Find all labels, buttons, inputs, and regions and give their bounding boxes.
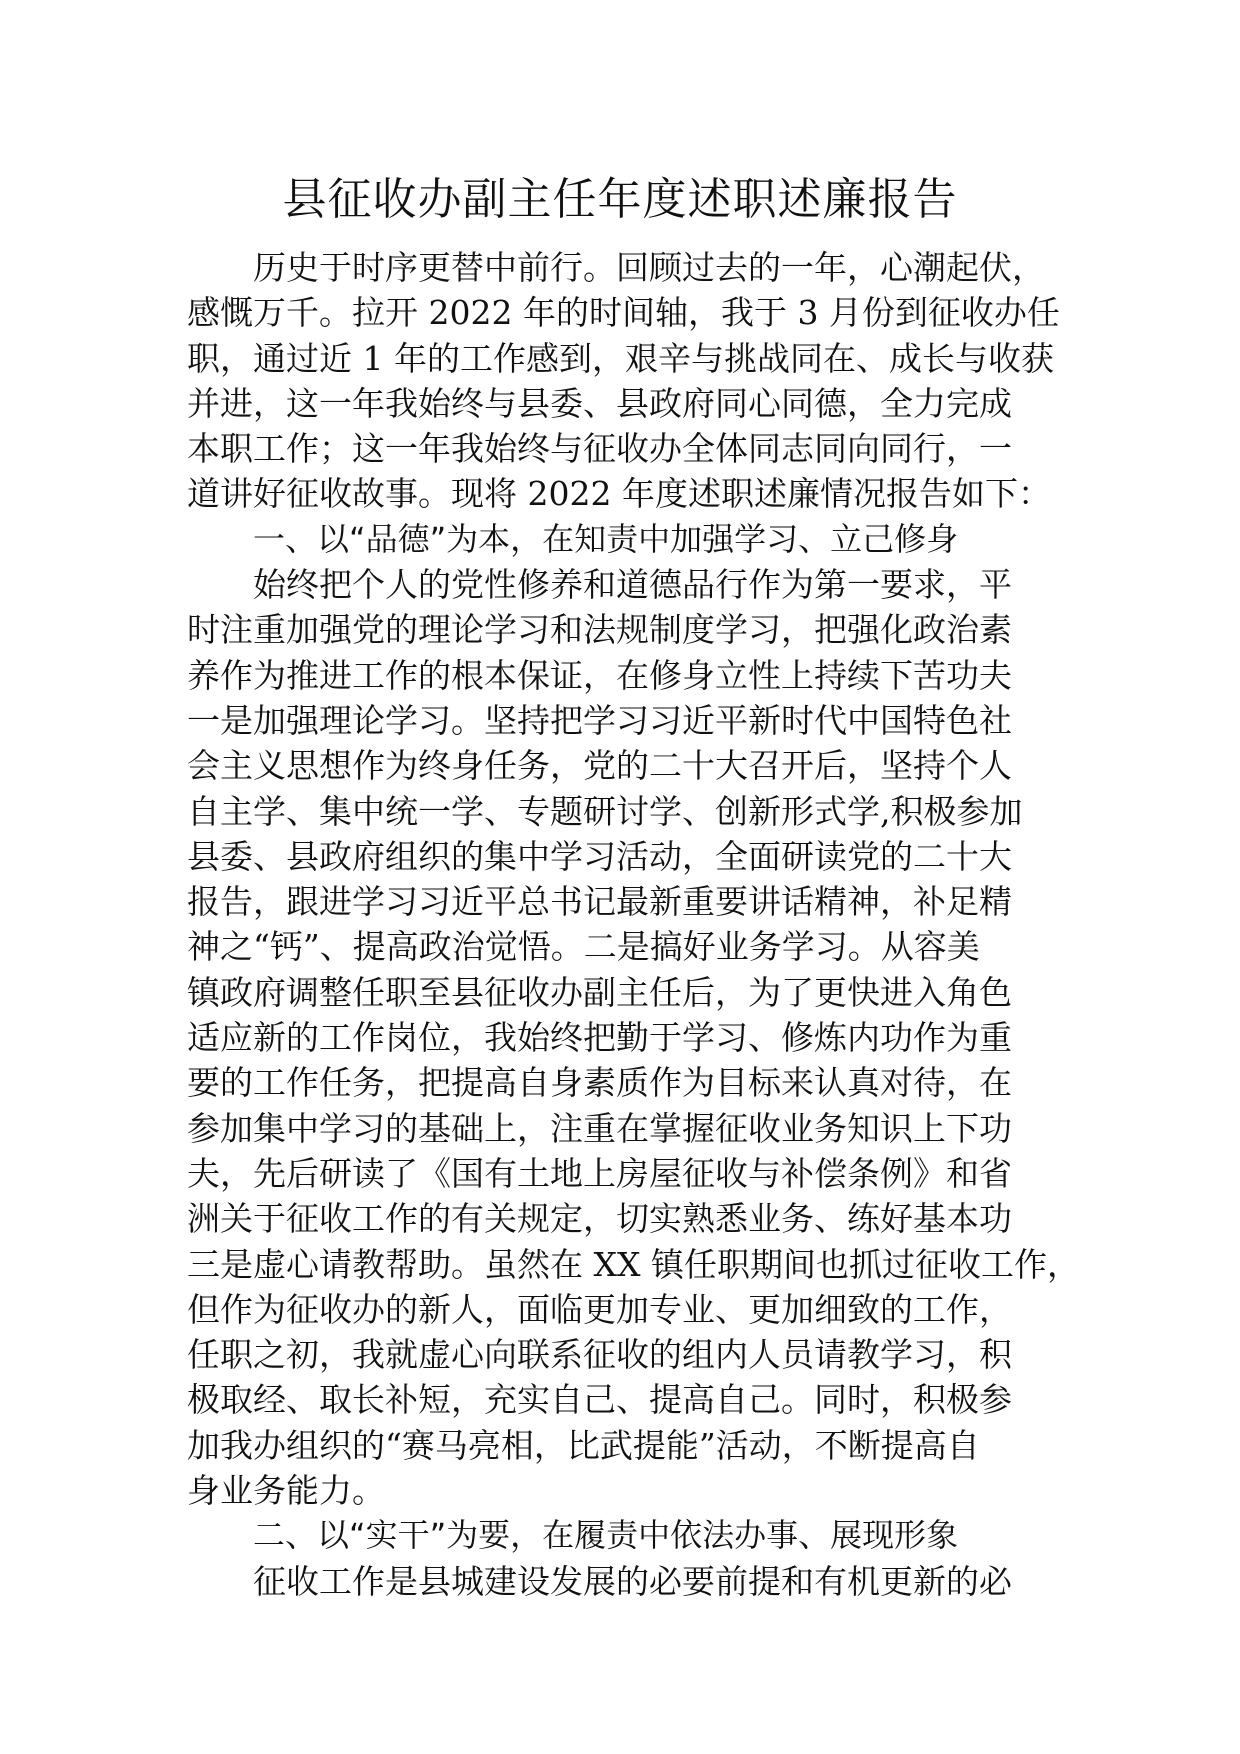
paragraph-line: 并进，这一年我始终与县委、县政府同心同德，全力完成 [187, 383, 1012, 423]
paragraph-line: 神之“钙”、提高政治觉悟。二是搞好业务学习。从容美 [187, 927, 980, 967]
paragraph-line: 县委、县政府组织的集中学习活动，全面研读党的二十大 [187, 836, 1012, 876]
paragraph-line: 一是加强理论学习。坚持把学习习近平新时代中国特色社 [187, 700, 1012, 740]
paragraph-line: 任职之初，我就虚心向联系征收的组内人员请教学习，积 [187, 1335, 1012, 1375]
paragraph-line: 养作为推进工作的根本保证，在修身立性上持续下苦功夫 [187, 655, 1012, 695]
paragraph-line: 职，通过近 1 年的工作感到，艰辛与挑战同在、成长与收获 [187, 338, 1054, 378]
paragraph-line: 极取经、取长补短，充实自己、提高自己。同时，积极参 [187, 1380, 1012, 1420]
paragraph-line: 感慨万千。拉开 2022 年的时间轴，我于 3 月份到征收办任 [187, 293, 1060, 333]
paragraph-line: 身业务能力。 [187, 1471, 385, 1511]
paragraph-line: 时注重加强党的理论学习和法规制度学习，把强化政治素 [187, 610, 1012, 650]
paragraph-line: 三是虚心请教帮助。虽然在 XX 镇任职期间也抓过征收工作， [187, 1244, 1080, 1284]
paragraph-line: 参加集中学习的基础上，注重在掌握征收业务知识上下功 [187, 1108, 1012, 1148]
paragraph-line: 报告，跟进学习习近平总书记最新重要讲话精神，补足精 [187, 882, 1012, 922]
paragraph-line: 但作为征收办的新人，面临更加专业、更加细致的工作， [187, 1289, 1012, 1329]
paragraph-line: 本职工作；这一年我始终与征收办全体同志同向同行，一 [187, 429, 1012, 469]
document-title: 县征收办副主任年度述职述廉报告 [282, 174, 958, 225]
paragraph-line: 镇政府调整任职至县征收办副主任后，为了更快进入角色 [187, 972, 1012, 1012]
paragraph-line: 加我办组织的“赛马亮相，比武提能”活动，不断提高自 [187, 1425, 980, 1465]
paragraph-line: 适应新的工作岗位，我始终把勤于学习、修炼内功作为重 [187, 1018, 1012, 1058]
section-heading: 二、以“实干”为要，在履责中依法办事、展现形象 [253, 1516, 959, 1555]
paragraph-line: 洲关于征收工作的有关规定，切实熟悉业务、练好基本功 [187, 1199, 1012, 1239]
paragraph-line: 始终把个人的党性修养和道德品行作为第一要求，平 [253, 565, 1012, 605]
paragraph-line: 要的工作任务，把提高自身素质作为目标来认真对待，在 [187, 1063, 1012, 1103]
document-body [187, 245, 1080, 1604]
section-heading: 一、以“品德”为本，在知责中加强学习、立己修身 [253, 519, 959, 558]
paragraph-line: 自主学、集中统一学、专题研讨学、创新形式学,积极参加 [187, 791, 1023, 831]
paragraph-line: 会主义思想作为终身任务，党的二十大召开后，坚持个人 [187, 746, 1012, 786]
paragraph-line: 征收工作是县城建设发展的必要前提和有机更新的必 [253, 1561, 1012, 1601]
paragraph-line: 道讲好征收故事。现将 2022 年度述职述廉情况报告如下： [187, 474, 1051, 514]
paragraph-line: 历史于时序更替中前行。回顾过去的一年，心潮起伏， [253, 248, 1045, 287]
paragraph-line: 夫，先后研读了《国有土地上房屋征收与补偿条例》和省 [187, 1153, 1012, 1193]
